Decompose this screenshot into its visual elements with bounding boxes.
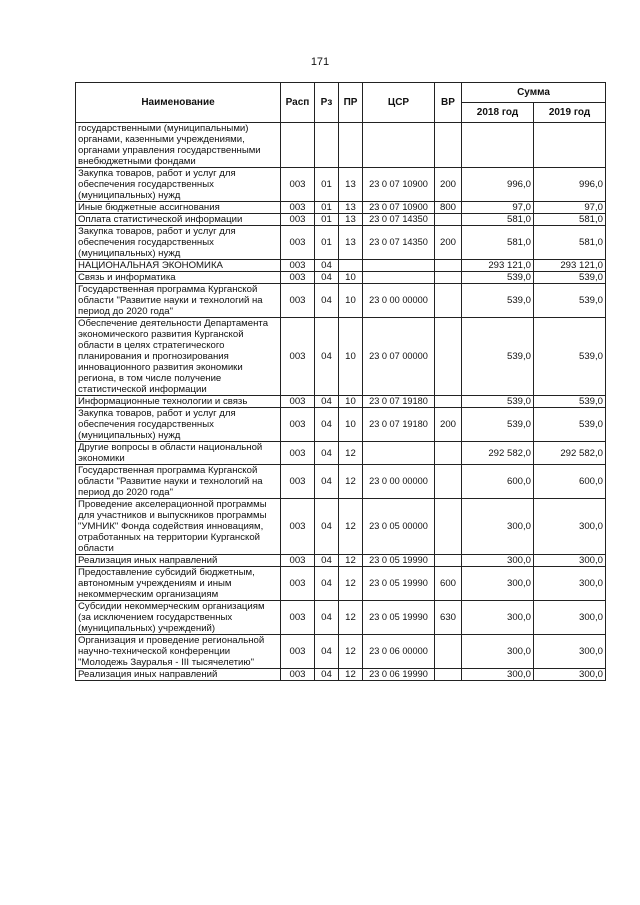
cell-name: Организация и проведение региональной научно-технической конференции "Молодежь Зауралья - III тысячелетию" xyxy=(76,635,281,669)
cell-sum-2018: 600,0 xyxy=(462,465,534,499)
cell-csr: 23 0 07 14350 xyxy=(363,226,435,260)
cell-rasp: 003 xyxy=(281,214,315,226)
cell-pr: 12 xyxy=(339,555,363,567)
budget-table xyxy=(75,82,606,681)
cell-rz: 04 xyxy=(315,396,339,408)
header-rasp: Расп xyxy=(281,83,315,123)
cell-pr: 10 xyxy=(339,284,363,318)
table-row xyxy=(76,465,606,499)
cell-name: НАЦИОНАЛЬНАЯ ЭКОНОМИКА xyxy=(76,260,281,272)
cell-rasp: 003 xyxy=(281,396,315,408)
table-body xyxy=(76,123,606,681)
cell-csr: 23 0 07 10900 xyxy=(363,202,435,214)
header-sum: Сумма xyxy=(462,83,606,103)
cell-sum-2018: 300,0 xyxy=(462,635,534,669)
cell-rasp: 003 xyxy=(281,442,315,465)
cell-rz: 04 xyxy=(315,555,339,567)
cell-rz: 04 xyxy=(315,601,339,635)
cell-name: Субсидии некоммерческим организациям (за исключением государственных (муниципальных) учреждений) xyxy=(76,601,281,635)
table-row xyxy=(76,284,606,318)
cell-name: Закупка товаров, работ и услуг для обеспечения государственных (муниципальных) нужд xyxy=(76,408,281,442)
cell-vr: 200 xyxy=(435,168,462,202)
cell-sum-2018: 581,0 xyxy=(462,214,534,226)
table-row xyxy=(76,635,606,669)
cell-rz: 04 xyxy=(315,408,339,442)
cell-sum-2018: 539,0 xyxy=(462,272,534,284)
cell-rasp: 003 xyxy=(281,601,315,635)
cell-rasp: 003 xyxy=(281,635,315,669)
cell-rz xyxy=(315,123,339,168)
cell-vr xyxy=(435,442,462,465)
header-pr: ПР xyxy=(339,83,363,123)
cell-rasp: 003 xyxy=(281,408,315,442)
cell-csr: 23 0 07 10900 xyxy=(363,168,435,202)
cell-rz: 01 xyxy=(315,202,339,214)
cell-rasp xyxy=(281,123,315,168)
cell-name: Закупка товаров, работ и услуг для обеспечения государственных (муниципальных) нужд xyxy=(76,226,281,260)
cell-rz: 04 xyxy=(315,635,339,669)
cell-name: Реализация иных направлений xyxy=(76,669,281,681)
cell-rasp: 003 xyxy=(281,226,315,260)
cell-pr: 13 xyxy=(339,202,363,214)
cell-pr: 10 xyxy=(339,408,363,442)
cell-name: Связь и информатика xyxy=(76,272,281,284)
cell-sum-2018: 300,0 xyxy=(462,567,534,601)
cell-sum-2019: 97,0 xyxy=(534,202,606,214)
cell-csr: 23 0 00 00000 xyxy=(363,284,435,318)
cell-rz: 01 xyxy=(315,226,339,260)
cell-rz: 04 xyxy=(315,567,339,601)
cell-pr: 13 xyxy=(339,214,363,226)
table-row xyxy=(76,567,606,601)
cell-name: Государственная программа Курганской области "Развитие науки и технологий на период до 2020 года" xyxy=(76,465,281,499)
cell-sum-2019: 600,0 xyxy=(534,465,606,499)
cell-sum-2018: 293 121,0 xyxy=(462,260,534,272)
table-row xyxy=(76,396,606,408)
cell-vr xyxy=(435,555,462,567)
cell-rasp: 003 xyxy=(281,168,315,202)
cell-name: Информационные технологии и связь xyxy=(76,396,281,408)
cell-sum-2018: 300,0 xyxy=(462,499,534,555)
cell-sum-2018: 539,0 xyxy=(462,284,534,318)
cell-name: Иные бюджетные ассигнования xyxy=(76,202,281,214)
cell-vr: 600 xyxy=(435,567,462,601)
cell-sum-2019: 300,0 xyxy=(534,499,606,555)
cell-sum-2018: 300,0 xyxy=(462,601,534,635)
cell-vr xyxy=(435,396,462,408)
cell-sum-2019 xyxy=(534,123,606,168)
cell-vr: 630 xyxy=(435,601,462,635)
cell-name: Обеспечение деятельности Департамента экономического развития Курганской области в целях стратегического планирования и прогнозирования инновационного развития экономики региона, в том числе получение статистической информации xyxy=(76,318,281,396)
table-row xyxy=(76,499,606,555)
cell-rz: 04 xyxy=(315,499,339,555)
cell-rasp: 003 xyxy=(281,499,315,555)
cell-csr: 23 0 06 00000 xyxy=(363,635,435,669)
table-row xyxy=(76,669,606,681)
cell-sum-2019: 539,0 xyxy=(534,284,606,318)
header-csr: ЦСР xyxy=(363,83,435,123)
cell-csr: 23 0 07 00000 xyxy=(363,318,435,396)
cell-rz: 04 xyxy=(315,272,339,284)
table-row xyxy=(76,202,606,214)
cell-name: Другие вопросы в области национальной экономики xyxy=(76,442,281,465)
cell-pr: 12 xyxy=(339,442,363,465)
cell-name: государственными (муниципальными) органами, казенными учреждениями, органами управления государственными внебюджетными фондами xyxy=(76,123,281,168)
cell-rz: 04 xyxy=(315,442,339,465)
cell-rasp: 003 xyxy=(281,260,315,272)
cell-pr: 12 xyxy=(339,635,363,669)
table-row xyxy=(76,318,606,396)
cell-vr: 200 xyxy=(435,408,462,442)
cell-pr: 12 xyxy=(339,669,363,681)
cell-sum-2018: 539,0 xyxy=(462,408,534,442)
cell-vr xyxy=(435,214,462,226)
cell-rasp: 003 xyxy=(281,567,315,601)
cell-vr xyxy=(435,635,462,669)
table-row xyxy=(76,408,606,442)
cell-rz: 04 xyxy=(315,669,339,681)
cell-vr: 800 xyxy=(435,202,462,214)
table-row xyxy=(76,168,606,202)
cell-sum-2018: 292 582,0 xyxy=(462,442,534,465)
cell-sum-2018: 539,0 xyxy=(462,318,534,396)
table-row xyxy=(76,555,606,567)
cell-sum-2019: 300,0 xyxy=(534,567,606,601)
cell-rasp: 003 xyxy=(281,202,315,214)
cell-sum-2019: 300,0 xyxy=(534,601,606,635)
cell-sum-2019: 539,0 xyxy=(534,396,606,408)
cell-pr: 13 xyxy=(339,226,363,260)
table-row xyxy=(76,123,606,168)
cell-csr xyxy=(363,272,435,284)
cell-pr: 12 xyxy=(339,499,363,555)
cell-pr: 10 xyxy=(339,318,363,396)
cell-sum-2019: 539,0 xyxy=(534,272,606,284)
cell-pr: 12 xyxy=(339,601,363,635)
cell-pr xyxy=(339,123,363,168)
cell-csr: 23 0 05 19990 xyxy=(363,567,435,601)
cell-csr: 23 0 05 19990 xyxy=(363,601,435,635)
cell-pr: 10 xyxy=(339,272,363,284)
cell-name: Проведение акселерационной программы для участников и выпускников программы "УМНИК" Фонда содействия инновациям, отработанных на территории Курганской области xyxy=(76,499,281,555)
cell-pr: 13 xyxy=(339,168,363,202)
header-rz: Рз xyxy=(315,83,339,123)
cell-sum-2019: 539,0 xyxy=(534,318,606,396)
cell-sum-2018: 996,0 xyxy=(462,168,534,202)
cell-rz: 01 xyxy=(315,214,339,226)
cell-rz: 04 xyxy=(315,284,339,318)
cell-sum-2018: 581,0 xyxy=(462,226,534,260)
table-row xyxy=(76,601,606,635)
cell-csr: 23 0 07 14350 xyxy=(363,214,435,226)
cell-sum-2018: 300,0 xyxy=(462,669,534,681)
cell-rz: 04 xyxy=(315,318,339,396)
cell-sum-2018: 97,0 xyxy=(462,202,534,214)
cell-rasp: 003 xyxy=(281,272,315,284)
cell-name: Оплата статистической информации xyxy=(76,214,281,226)
cell-rasp: 003 xyxy=(281,284,315,318)
cell-vr xyxy=(435,465,462,499)
cell-rz: 04 xyxy=(315,260,339,272)
cell-sum-2018 xyxy=(462,123,534,168)
cell-csr xyxy=(363,442,435,465)
table-row xyxy=(76,226,606,260)
table-row xyxy=(76,214,606,226)
cell-csr xyxy=(363,260,435,272)
header-2018: 2018 год xyxy=(462,103,534,123)
header-2019: 2019 год xyxy=(534,103,606,123)
table-row xyxy=(76,260,606,272)
cell-pr: 10 xyxy=(339,396,363,408)
cell-pr xyxy=(339,260,363,272)
page-number: 171 xyxy=(310,56,330,68)
cell-sum-2019: 292 582,0 xyxy=(534,442,606,465)
cell-vr: 200 xyxy=(435,226,462,260)
cell-rasp: 003 xyxy=(281,465,315,499)
cell-sum-2019: 581,0 xyxy=(534,214,606,226)
table-row xyxy=(76,272,606,284)
cell-vr xyxy=(435,284,462,318)
cell-pr: 12 xyxy=(339,567,363,601)
table-row xyxy=(76,442,606,465)
cell-sum-2019: 293 121,0 xyxy=(534,260,606,272)
cell-vr xyxy=(435,272,462,284)
cell-csr: 23 0 07 19180 xyxy=(363,408,435,442)
cell-csr xyxy=(363,123,435,168)
cell-csr: 23 0 06 19990 xyxy=(363,669,435,681)
cell-vr xyxy=(435,669,462,681)
cell-sum-2018: 300,0 xyxy=(462,555,534,567)
cell-name: Реализация иных направлений xyxy=(76,555,281,567)
cell-name: Государственная программа Курганской области "Развитие науки и технологий на период до 2020 года" xyxy=(76,284,281,318)
cell-vr xyxy=(435,499,462,555)
cell-name: Предоставление субсидий бюджетным, автономным учреждениям и иным некоммерческим организациям xyxy=(76,567,281,601)
header-name: Наименование xyxy=(76,83,281,123)
cell-sum-2019: 581,0 xyxy=(534,226,606,260)
cell-rasp: 003 xyxy=(281,318,315,396)
cell-csr: 23 0 05 00000 xyxy=(363,499,435,555)
cell-sum-2018: 539,0 xyxy=(462,396,534,408)
cell-sum-2019: 996,0 xyxy=(534,168,606,202)
cell-rz: 01 xyxy=(315,168,339,202)
cell-vr xyxy=(435,318,462,396)
cell-csr: 23 0 07 19180 xyxy=(363,396,435,408)
cell-rasp: 003 xyxy=(281,555,315,567)
cell-name: Закупка товаров, работ и услуг для обеспечения государственных (муниципальных) нужд xyxy=(76,168,281,202)
cell-vr xyxy=(435,260,462,272)
cell-sum-2019: 300,0 xyxy=(534,669,606,681)
cell-pr: 12 xyxy=(339,465,363,499)
cell-sum-2019: 539,0 xyxy=(534,408,606,442)
cell-vr xyxy=(435,123,462,168)
cell-sum-2019: 300,0 xyxy=(534,635,606,669)
cell-rasp: 003 xyxy=(281,669,315,681)
cell-csr: 23 0 00 00000 xyxy=(363,465,435,499)
cell-csr: 23 0 05 19990 xyxy=(363,555,435,567)
header-vr: ВР xyxy=(435,83,462,123)
cell-sum-2019: 300,0 xyxy=(534,555,606,567)
cell-rz: 04 xyxy=(315,465,339,499)
